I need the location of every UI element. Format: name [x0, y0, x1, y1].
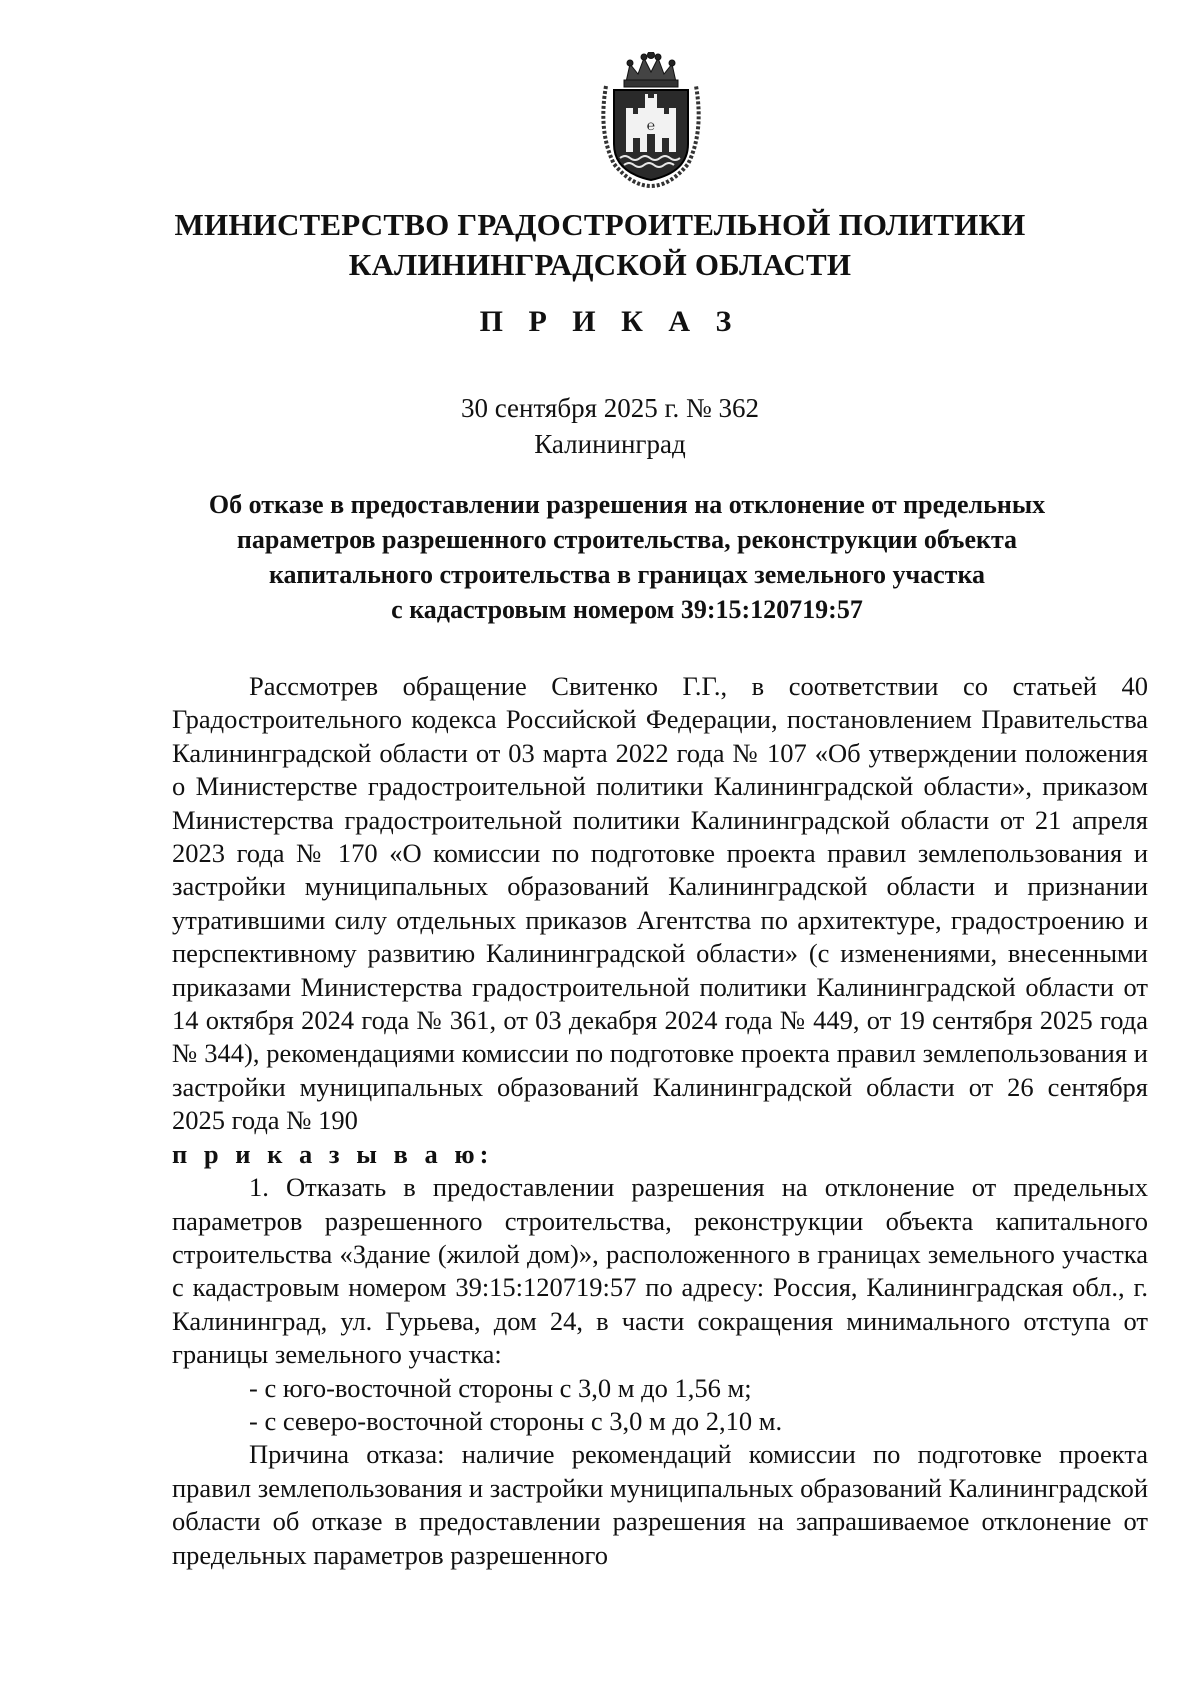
document-subject	[150, 487, 1104, 627]
ministry-name-line2: КАЛИНИНГРАДСКОЙ ОБЛАСТИ	[348, 247, 852, 282]
preamble-paragraph	[172, 670, 1148, 1138]
subject-line: параметров разрешенного строительства, реконструкции объекта	[236, 525, 1018, 554]
svg-text:℮: ℮	[646, 118, 656, 134]
bullet-north-east: - с северо-восточной стороны с 3,0 м до 2,10 м.	[249, 1405, 783, 1436]
order-word-paragraph	[172, 1138, 1148, 1171]
reason-paragraph: Причина отказа: наличие рекомендаций комиссии по подготовке проекта правил землепользования и застройки муниципальных образований Калининградской области об отказе в предоставлении разрешения на запрашиваемое отклонение от предельных параметров разрешенного	[172, 1439, 1148, 1570]
order-word: п р и к а з ы в а ю:	[172, 1138, 494, 1169]
subject-line: капитального строительства в границах земельного участка	[268, 560, 986, 589]
document-body	[172, 670, 1148, 1572]
ministry-header	[0, 205, 1200, 285]
bullet-south-east: - с юго-восточной стороны с 3,0 м до 1,56 м;	[249, 1372, 752, 1403]
item-1-paragraph: 1. Отказать в предоставлении разрешения на отклонение от предельных параметров разрешенного строительства, реконструкции объекта капитального строительства «Здание (жилой дом)», расположенного в границах земельного участка с кадастровым номером 39:15:120719:57 по адресу: Россия, Калининградская обл., г. Калининград, ул. Гурьева, дом 24, в части сокращения минимального отступа от границы земельного участка:	[172, 1172, 1148, 1370]
preamble-text: Рассмотрев обращение Свитенко Г.Г., в соответствии со статьей 40 Градостроительного кодекса Российской Федерации, постановлением Правительства Калининградской области от 03 марта 2022 года № 107 «Об утверждении положения о Министерстве градостроительной политики Калининградской области», приказом Министерства градостроительной политики Калининградской области от 21 апреля 2023 года № 170 «О комиссии по подготовке проекта правил землепользования и застройки муниципальных образований Калининградской области и признании утратившими силу отдельных приказов Агентства по архитектуре, градостроению и перспективному развитию Калининградской области» (с изменениями, внесенными приказами Министерства градостроительной политики Калининградской области от 14 октября 2024 года № 361, от 03 декабря 2024 года № 449, от 19 сентября 2025 года № 344), рекомендациями комиссии по подготовке проекта правил землепользования и застройки муниципальных образований Калининградской области от 26 сентября 2025 года № 190	[172, 671, 1148, 1136]
ministry-name-line1: МИНИСТЕРСТВО ГРАДОСТРОИТЕЛЬНОЙ ПОЛИТИКИ	[174, 207, 1026, 242]
subject-line: Об отказе в предоставлении разрешения на отклонение от предельных	[208, 490, 1046, 519]
subject-line: с кадастровым номером 39:15:120719:57	[391, 595, 863, 624]
document-type-title: П Р И К А З	[479, 305, 741, 338]
document-meta	[0, 390, 1200, 462]
city: Калининград	[534, 429, 686, 459]
coat-of-arms-emblem	[592, 52, 710, 188]
date-and-number: 30 сентября 2025 г. № 362	[460, 393, 760, 423]
